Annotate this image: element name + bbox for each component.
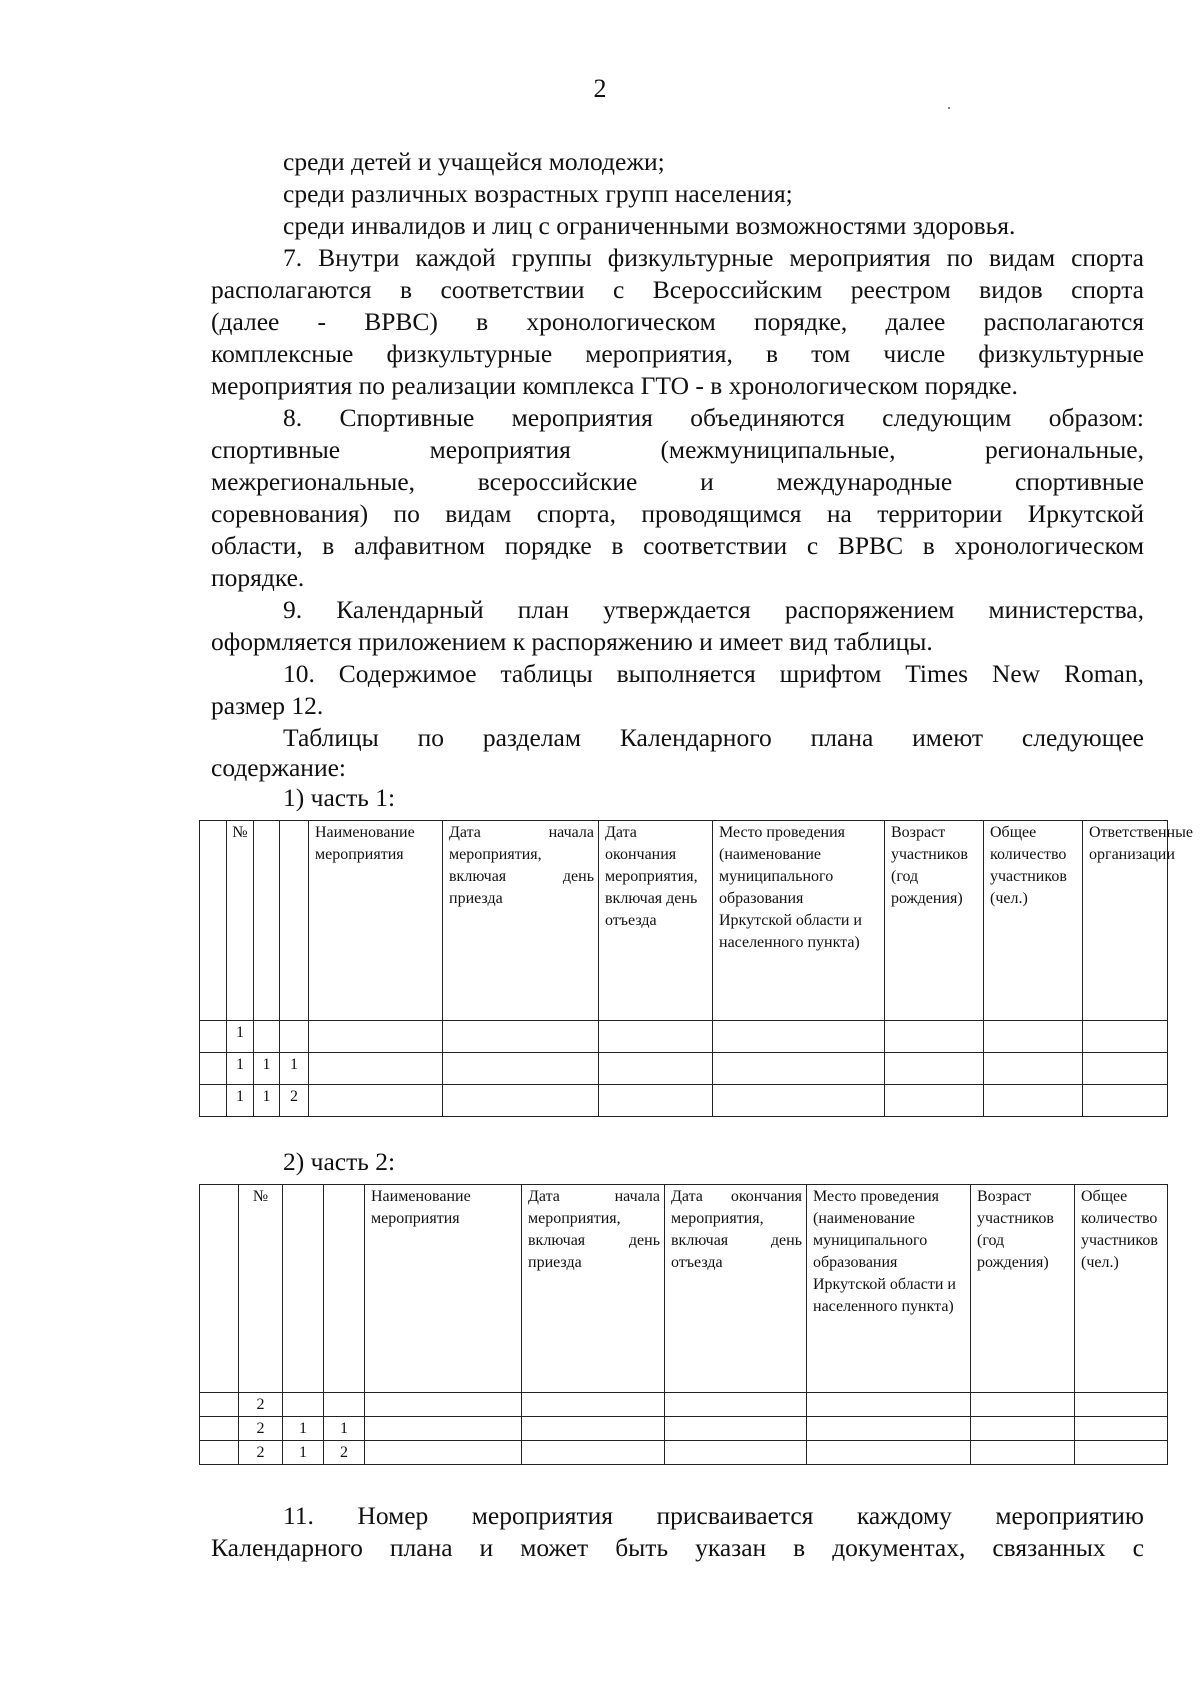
table-row xyxy=(200,1021,1168,1053)
table-cell xyxy=(365,1417,522,1441)
row-num-cell xyxy=(283,1393,324,1417)
header-start-date: Дата начала мероприятия, включая день приезда xyxy=(443,821,599,1021)
table-cell xyxy=(324,1185,365,1393)
table-cell xyxy=(522,1441,665,1465)
table-cell xyxy=(200,1417,239,1441)
table-cell xyxy=(665,1441,807,1465)
paragraph-line: спортивные мероприятия (межмуниципальные, региональные, xyxy=(211,435,1144,464)
table-cell xyxy=(984,1053,1083,1085)
paragraph-line: 9. Календарный план утверждается распоряжением министерства, xyxy=(283,595,1144,624)
table-part-1 xyxy=(199,820,1193,1117)
table-row xyxy=(200,1053,1168,1085)
header-name: Наименование мероприятия xyxy=(365,1185,522,1393)
table-cell xyxy=(713,1085,885,1117)
header-end-date: Дата окончания мероприятия, включая день отъезда xyxy=(599,821,713,1021)
table-cell xyxy=(665,1417,807,1441)
table-header-row xyxy=(200,1185,1168,1393)
list-line: среди инвалидов и лиц с ограниченными возможностями здоровья. xyxy=(283,211,1016,240)
row-num-cell: 1 xyxy=(283,1441,324,1465)
paragraph-line: располагаются в соответствии с Всероссийским реестром видов спорта xyxy=(211,275,1144,304)
table-cell xyxy=(309,1085,443,1117)
header-place: Место проведения (наименование муниципального образования Иркутской области и населенного пункта) xyxy=(713,821,885,1021)
table-cell xyxy=(443,1021,599,1053)
table-cell xyxy=(885,1085,984,1117)
table-cell xyxy=(807,1441,971,1465)
table-cell xyxy=(522,1417,665,1441)
header-place: Место проведения (наименование муниципального образования Иркутской области и населенного пункта) xyxy=(807,1185,971,1393)
paragraph-line: 11. Номер мероприятия присваивается каждому мероприятию xyxy=(283,1501,1144,1530)
table-part-2 xyxy=(199,1184,1168,1465)
row-num-cell: 1 xyxy=(227,1053,254,1085)
table-row xyxy=(200,1441,1168,1465)
paragraph-line: порядке. xyxy=(211,563,305,592)
part-1-label: 1) часть 1: xyxy=(283,783,396,812)
table-cell xyxy=(200,1085,227,1117)
paragraph-line: 10. Содержимое таблицы выполняется шрифтом Times New Roman, xyxy=(283,659,1144,688)
row-num-cell: 1 xyxy=(280,1053,309,1085)
table-cell xyxy=(713,1053,885,1085)
paragraph-line: содержание: xyxy=(211,753,347,782)
paragraph-line: комплексные физкультурные мероприятия, в том числе физкультурные xyxy=(211,339,1144,368)
row-num-cell: 2 xyxy=(280,1085,309,1117)
table-cell xyxy=(971,1393,1075,1417)
table-cell xyxy=(522,1393,665,1417)
table-cell xyxy=(885,1053,984,1085)
table-cell xyxy=(807,1417,971,1441)
table-cell xyxy=(443,1053,599,1085)
part-2-label: 2) часть 2: xyxy=(283,1147,396,1176)
table-cell xyxy=(713,1021,885,1053)
page-number: 2 xyxy=(593,74,607,103)
header-name: Наименование мероприятия xyxy=(309,821,443,1021)
table-cell xyxy=(309,1021,443,1053)
table-cell xyxy=(971,1417,1075,1441)
paragraph-line: 7. Внутри каждой группы физкультурные мероприятия по видам спорта xyxy=(283,243,1144,272)
header-count: Общее количество участников (чел.) xyxy=(1075,1185,1168,1393)
table-cell xyxy=(1075,1441,1168,1465)
paragraph-line: Календарного плана и может быть указан в документах, связанных с xyxy=(211,1533,1144,1562)
paragraph-line: межрегиональные, всероссийские и международные спортивные xyxy=(211,467,1144,496)
table-cell xyxy=(1083,1053,1168,1085)
table-row xyxy=(200,1393,1168,1417)
table-cell xyxy=(200,1441,239,1465)
table-cell xyxy=(280,821,309,1021)
table-cell xyxy=(599,1021,713,1053)
paragraph-line: 8. Спортивные мероприятия объединяются следующим образом: xyxy=(283,403,1144,432)
row-num-cell xyxy=(254,1021,280,1053)
table-row xyxy=(200,1417,1168,1441)
table-row xyxy=(200,1085,1168,1117)
table-cell xyxy=(984,1085,1083,1117)
paragraph-line: (далее - ВРВС) в хронологическом порядке, далее располагаются xyxy=(211,307,1144,336)
row-num-cell: 1 xyxy=(324,1417,365,1441)
table-cell xyxy=(283,1185,324,1393)
table-cell xyxy=(599,1053,713,1085)
table-cell xyxy=(1083,1021,1168,1053)
table-cell xyxy=(885,1021,984,1053)
table-cell xyxy=(365,1441,522,1465)
header-responsible: Ответственные организации xyxy=(1083,821,1168,1021)
table-cell xyxy=(1075,1393,1168,1417)
row-num-cell: 1 xyxy=(227,1021,254,1053)
list-line: среди детей и учащейся молодежи; xyxy=(283,147,665,176)
scan-speck xyxy=(948,107,950,109)
table-cell xyxy=(200,1185,239,1393)
header-count: Общее количество участников (чел.) xyxy=(984,821,1083,1021)
row-num-cell: 2 xyxy=(239,1417,283,1441)
table-header-row xyxy=(200,821,1168,1021)
table-cell xyxy=(1083,1085,1168,1117)
paragraph-line: Таблицы по разделам Календарного плана имеют следующее xyxy=(283,723,1144,752)
paragraph-line: соревнования) по видам спорта, проводящимся на территории Иркутской xyxy=(211,499,1144,528)
header-end-date: Дата окончания мероприятия, включая день отъезда xyxy=(665,1185,807,1393)
paragraph-line: размер 12. xyxy=(211,691,324,720)
table-cell xyxy=(807,1393,971,1417)
table-cell xyxy=(365,1393,522,1417)
table-cell xyxy=(1075,1417,1168,1441)
row-num-cell: 2 xyxy=(324,1441,365,1465)
paragraph-line: области, в алфавитном порядке в соответствии с ВРВС в хронологическом xyxy=(211,531,1144,560)
table-cell xyxy=(443,1085,599,1117)
row-num-cell xyxy=(280,1021,309,1053)
row-num-cell xyxy=(324,1393,365,1417)
row-num-cell: 1 xyxy=(283,1417,324,1441)
table-cell xyxy=(599,1085,713,1117)
table-cell xyxy=(200,1053,227,1085)
paragraph-line: мероприятия по реализации комплекса ГТО - в хронологическом порядке. xyxy=(211,371,1018,400)
table-cell xyxy=(309,1053,443,1085)
table-cell xyxy=(665,1393,807,1417)
table-cell xyxy=(971,1441,1075,1465)
table-cell xyxy=(200,1393,239,1417)
row-num-cell: 2 xyxy=(239,1393,283,1417)
row-num-cell: 1 xyxy=(254,1085,280,1117)
table-cell xyxy=(254,821,280,1021)
header-num: № xyxy=(227,821,254,1021)
header-start-date: Дата начала мероприятия, включая день приезда xyxy=(522,1185,665,1393)
row-num-cell: 1 xyxy=(227,1085,254,1117)
paragraph-line: оформляется приложением к распоряжению и имеет вид таблицы. xyxy=(211,627,933,656)
row-num-cell: 1 xyxy=(254,1053,280,1085)
list-line: среди различных возрастных групп населения; xyxy=(283,179,793,208)
table-cell xyxy=(200,821,227,1021)
header-age: Возраст участников (год рождения) xyxy=(971,1185,1075,1393)
header-age: Возраст участников (год рождения) xyxy=(885,821,984,1021)
row-num-cell: 2 xyxy=(239,1441,283,1465)
table-cell xyxy=(200,1021,227,1053)
header-num: № xyxy=(239,1185,283,1393)
table-cell xyxy=(984,1021,1083,1053)
